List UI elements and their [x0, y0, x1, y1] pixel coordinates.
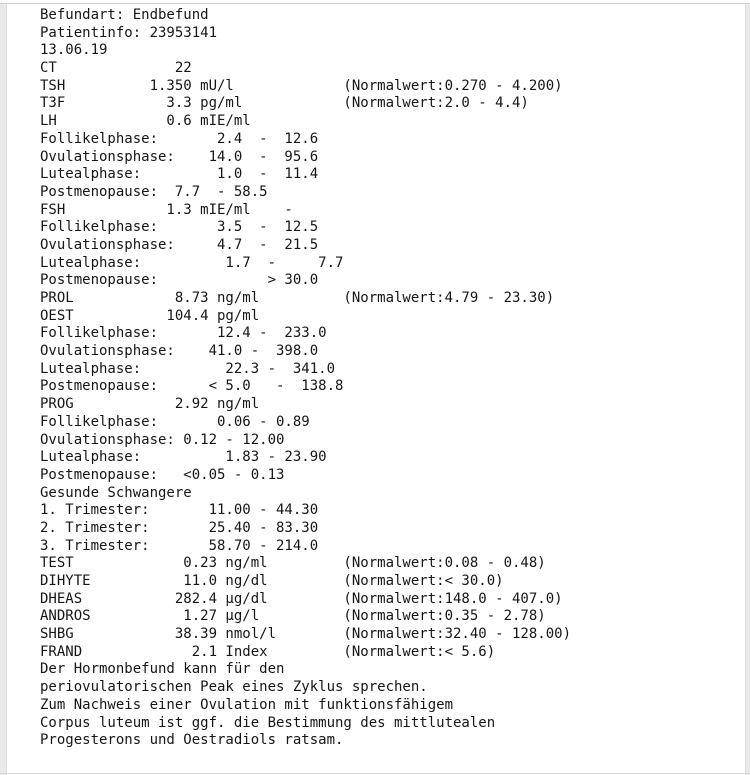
report-line: FRAND 2.1 Index (Normalwert:< 5.6) [40, 643, 496, 660]
lab-report-text [40, 7, 740, 750]
report-line: PROG 2.92 ng/ml [40, 396, 260, 413]
report-line: 13.06.19 [40, 42, 108, 59]
report-line: Befundart: Endbefund [40, 7, 209, 23]
report-line: Lutealphase: 1.83 - 23.90 [40, 449, 327, 466]
report-line: Postmenopause: <0.05 - 0.13 [40, 466, 285, 483]
report-line: DHEAS 282.4 µg/dl (Normalwert:148.0 - 407.0) [40, 590, 563, 607]
report-line: FSH 1.3 mIE/ml - [40, 201, 293, 218]
report-line: Zum Nachweis einer Ovulation mit funktionsfähigem [40, 696, 454, 713]
report-line: Patientinfo: 23953141 [40, 24, 218, 41]
report-line: Ovulationsphase: 0.12 - 12.00 [40, 431, 285, 448]
report-line: Lutealphase: 22.3 - 341.0 [40, 360, 336, 377]
report-line: Der Hormonbefund kann für den [40, 661, 285, 678]
report-line: Follikelphase: 3.5 - 12.5 [40, 219, 319, 236]
report-line: LH 0.6 mIE/ml [40, 113, 251, 130]
report-line: periovulatorischen Peak eines Zyklus sprechen. [40, 679, 428, 696]
report-line: 1. Trimester: 11.00 - 44.30 [40, 502, 319, 519]
right-edge-strip [745, 4, 750, 775]
report-line: Follikelphase: 2.4 - 12.6 [40, 130, 319, 147]
report-line: Ovulationsphase: 41.0 - 398.0 [40, 343, 319, 360]
report-line: 2. Trimester: 25.40 - 83.30 [40, 519, 319, 536]
report-line: Gesunde Schwangere [40, 484, 192, 501]
report-line: Progesterons und Oestradiols ratsam. [40, 732, 344, 749]
report-line: ANDROS 1.27 µg/l (Normalwert:0.35 - 2.78) [40, 608, 546, 625]
top-divider [0, 3, 750, 4]
report-line: 3. Trimester: 58.70 - 214.0 [40, 537, 319, 554]
report-line: OEST 104.4 pg/ml [40, 307, 260, 324]
report-line: Ovulationsphase: 14.0 - 95.6 [40, 148, 319, 165]
report-line: Corpus luteum ist ggf. die Bestimmung des mittlutealen [40, 714, 496, 731]
report-line: Follikelphase: 12.4 - 233.0 [40, 325, 327, 342]
report-line: CT 22 [40, 60, 192, 77]
report-line: TSH 1.350 mU/l (Normalwert:0.270 - 4.200) [40, 77, 563, 94]
report-line: Lutealphase: 1.0 - 11.4 [40, 166, 319, 183]
report-line: TEST 0.23 ng/ml (Normalwert:0.08 - 0.48) [40, 555, 546, 572]
report-line: Ovulationsphase: 4.7 - 21.5 [40, 236, 319, 253]
report-line: Lutealphase: 1.7 - 7.7 [40, 254, 344, 271]
report-line: SHBG 38.39 nmol/l (Normalwert:32.40 - 128.00) [40, 626, 572, 643]
report-line: T3F 3.3 pg/ml (Normalwert:2.0 - 4.4) [40, 95, 529, 112]
report-line: Postmenopause: < 5.0 - 138.8 [40, 378, 344, 395]
left-edge-strip [0, 4, 7, 775]
report-line: Postmenopause: 7.7 - 58.5 [40, 183, 268, 200]
report-line: DIHYTE 11.0 ng/dl (Normalwert:< 30.0) [40, 573, 504, 589]
bottom-divider [0, 773, 750, 774]
report-line: PROL 8.73 ng/ml (Normalwert:4.79 - 23.30) [40, 290, 555, 306]
report-line: Follikelphase: 0.06 - 0.89 [40, 413, 310, 430]
report-line: Postmenopause: > 30.0 [40, 272, 319, 289]
